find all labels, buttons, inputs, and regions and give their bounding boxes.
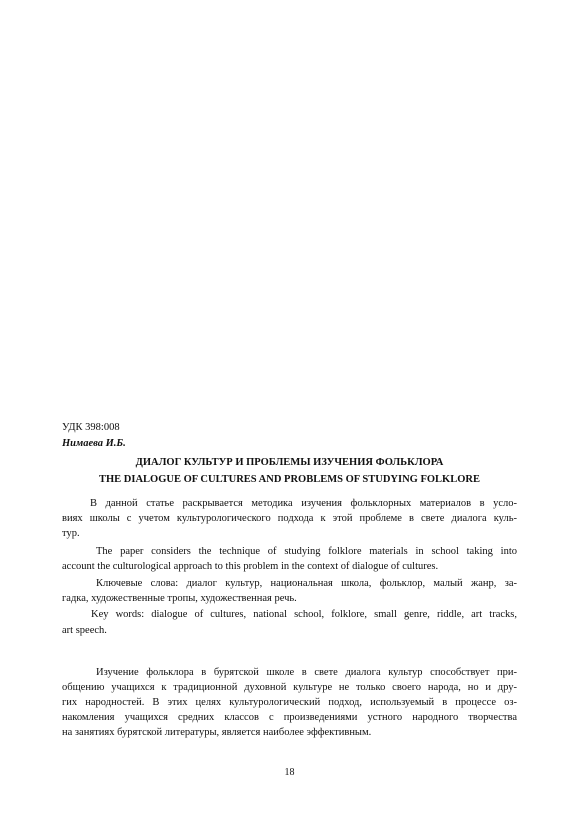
body-text-line: общению учащихся к традиционной духовной культуре не только своего народа, но и дру- [62,682,517,693]
keywords-en-line: Key words: dialogue of cultures, national school, folklore, small genre, riddle, art tracks, [91,609,517,620]
keywords-ru-line: гадка, художественные тропы, художественная речь. [62,593,297,604]
body-text-line: Изучение фольклора в бурятской школе в свете диалога культур способствует при- [96,667,517,678]
title-english: THE DIALOGUE OF CULTURES AND PROBLEMS OF STUDYING FOLKLORE [99,474,480,485]
body-text-line: накомления учащихся средних классов с произведениями устного народного творчества [62,712,517,723]
keywords-en-line: art speech. [62,625,107,636]
body-text-line: на занятиях бурятской литературы, является наиболее эффективным. [62,727,372,738]
title-russian: ДИАЛОГ КУЛЬТУР И ПРОБЛЕМЫ ИЗУЧЕНИЯ ФОЛЬКЛОРА [135,457,444,468]
body-text-line: гих народностей. В этих целях культурологический подход, используемый в процессе оз- [62,697,517,708]
abstract-en-line: account the culturological approach to this problem in the context of dialogue of cultures. [62,561,439,572]
abstract-ru-line: виях школы с учетом культурологического подхода к этой проблеме в свете диалога куль- [62,513,517,524]
udc-code: УДК 398:008 [62,422,120,433]
page-number: 18 [284,767,295,778]
keywords-ru-line: Ключевые слова: диалог культур, национальная школа, фольклор, малый жанр, за- [96,578,517,589]
abstract-en-line: The paper considers the technique of studying folklore materials in school taking into [96,546,517,557]
author-name: Нимаева И.Б. [62,438,126,449]
abstract-ru-line: В данной статье раскрывается методика изучения фольклорных материалов в усло- [90,498,517,509]
abstract-ru-line: тур. [62,528,80,539]
